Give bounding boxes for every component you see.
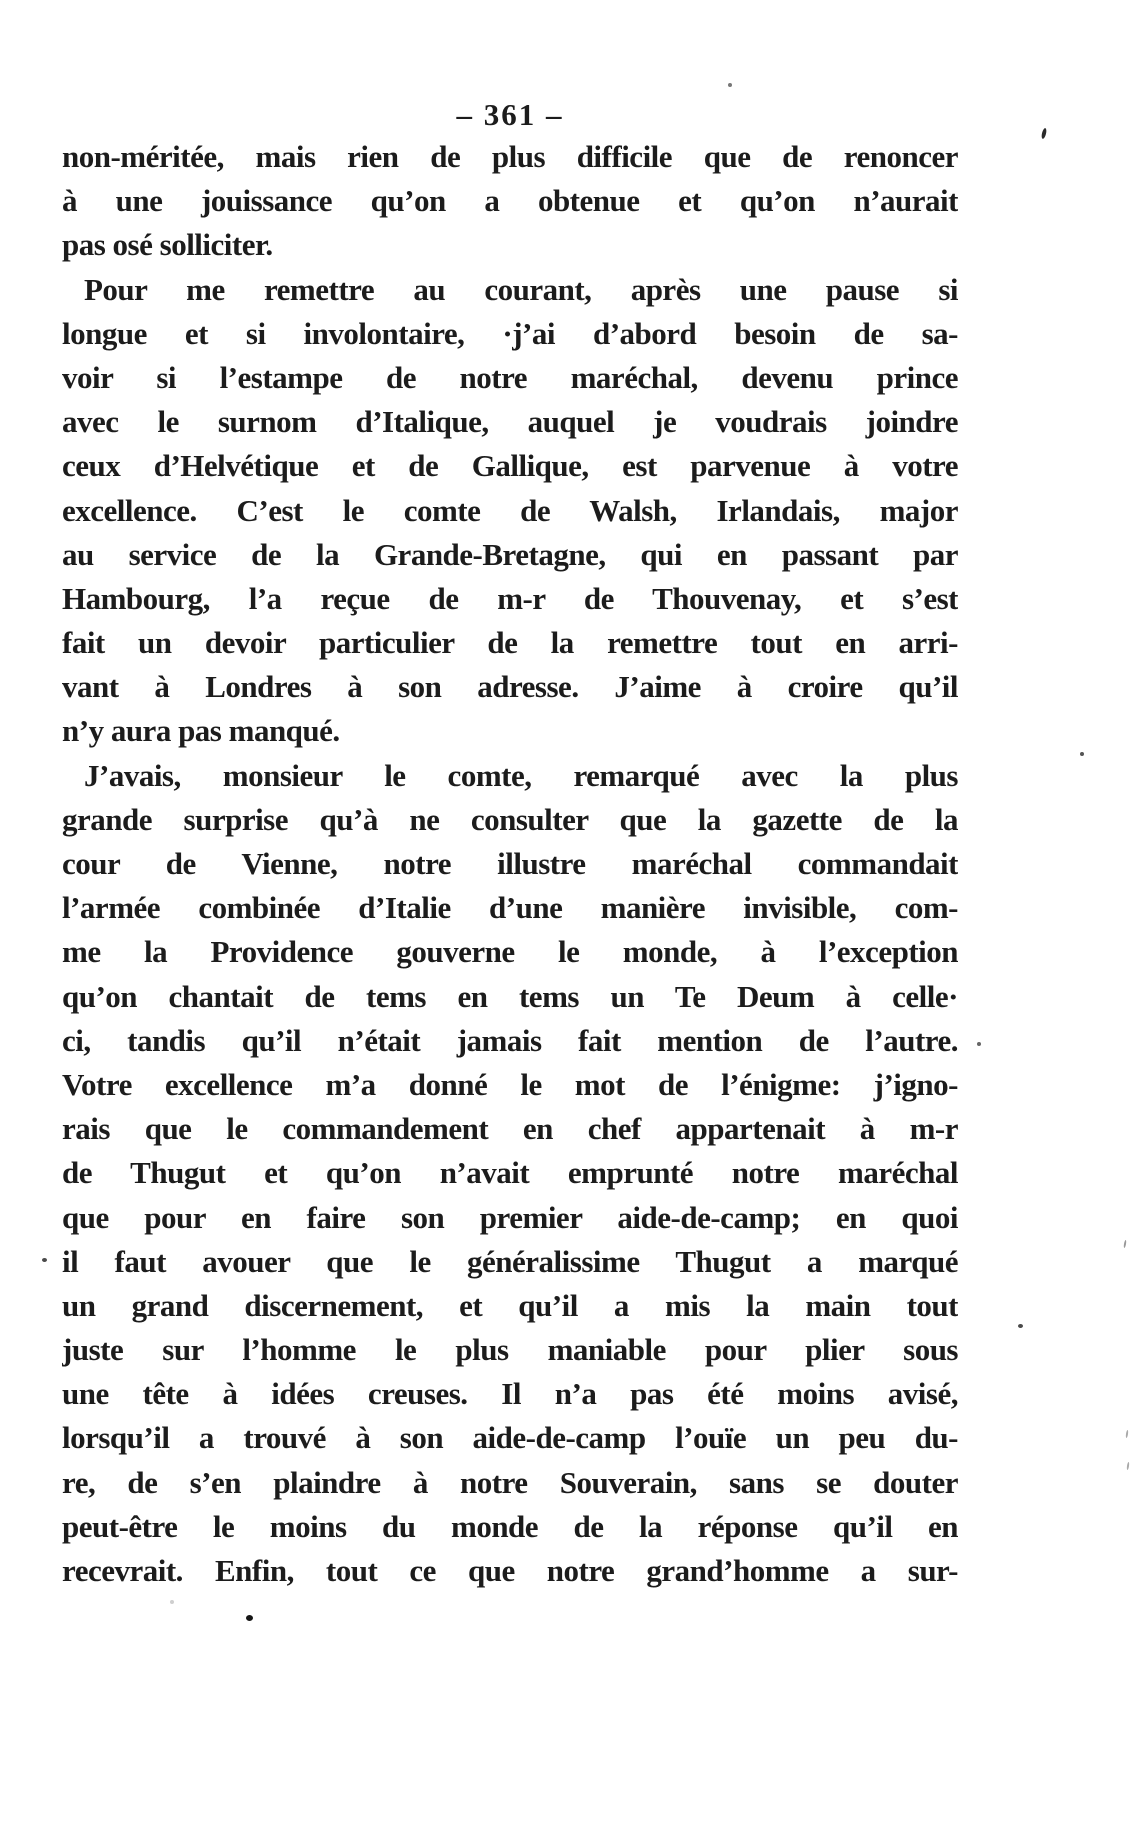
scan-speck (1018, 1324, 1023, 1328)
text-line: fait un devoir particulier de la remettre tout en arri- (62, 625, 958, 661)
text-line: rais que le commandement en chef appartenait à m-r (62, 1111, 958, 1147)
text-line: J’avais, monsieur le comte, remarqué avec la plus (84, 757, 958, 793)
text-line: recevrait. Enfin, tout ce que notre grand’homme a sur- (62, 1553, 958, 1588)
text-line: vant à Londres à son adresse. J’aime à croire qu’il (62, 669, 958, 705)
text-line: juste sur l’homme le plus maniable pour plier sous (62, 1332, 958, 1368)
text-line: de Thugut et qu’on n’avait emprunté notre maréchal (62, 1155, 958, 1191)
text-line: grande surprise qu’à ne consulter que la gazette de la (62, 801, 958, 837)
text-line: une tête à idées creuses. Il n’a pas été moins avisé, (62, 1376, 958, 1412)
page-number: – 361 – (456, 97, 564, 132)
text-line: il faut avouer que le généralissime Thugut a marqué (62, 1243, 958, 1279)
scan-speck (1123, 1240, 1126, 1248)
text-line: cour de Vienne, notre illustre maréchal commandait (62, 846, 958, 881)
text-line: avec le surnom d’Italique, auquel je voudrais joindre (62, 404, 958, 440)
text-line: au service de la Grande-Bretagne, qui en passant par (62, 536, 958, 572)
text-line: n’y aura pas manqué. (62, 713, 340, 749)
text-line: ceux d’Helvétique et de Gallique, est parvenue à votre (62, 448, 958, 484)
text-line: voir si l’estampe de notre maréchal, devenu prince (62, 359, 958, 395)
text-line: Pour me remettre au courant, après une pause si (84, 271, 958, 307)
scan-speck (1125, 1430, 1128, 1438)
scan-speck (1126, 1462, 1129, 1470)
text-line: peut-être le moins du monde de la réponse qu’il en (62, 1508, 958, 1544)
text-line: ci, tandis qu’il n’était jamais fait mention de l’autre. (62, 1022, 958, 1058)
text-line: l’armée combinée d’Italie d’une manière invisible, com- (62, 890, 958, 926)
text-line: re, de s’en plaindre à notre Souverain, sans se douter (62, 1464, 958, 1500)
text-line: Hambourg, l’a reçue de m-r de Thouvenay, et s’est (62, 580, 958, 616)
scan-speck (1080, 752, 1084, 756)
scan-speck (728, 83, 732, 87)
text-line: me la Providence gouverne le monde, à l’exception (62, 934, 958, 970)
scan-speck (170, 1600, 174, 1604)
text-line: pas osé solliciter. (62, 227, 273, 263)
scan-speck (42, 1258, 47, 1262)
text-line: un grand discernement, et qu’il a mis la main tout (62, 1287, 958, 1323)
text-line: qu’on chantait de tems en tems un Te Deum à celle· (62, 978, 958, 1014)
text-line: que pour en faire son premier aide-de-camp; en quoi (62, 1199, 958, 1235)
text-line: excellence. C’est le comte de Walsh, Irlandais, major (62, 492, 958, 528)
letter-body-text (62, 135, 958, 1593)
text-line: longue et si involontaire, ·j’ai d’abord besoin de sa- (62, 315, 958, 351)
text-line: non-méritée, mais rien de plus difficile que de renoncer (62, 139, 958, 174)
scan-speck (246, 1615, 253, 1621)
scan-speck (977, 1042, 981, 1046)
text-line: à une jouissance qu’on a obtenue et qu’on n’aurait (62, 183, 958, 219)
scan-speck (1041, 128, 1048, 140)
text-line: lorsqu’il a trouvé à son aide-de-camp l’ouïe un peu du- (62, 1420, 958, 1456)
text-line: Votre excellence m’a donné le mot de l’énigme: j’igno- (62, 1066, 958, 1102)
